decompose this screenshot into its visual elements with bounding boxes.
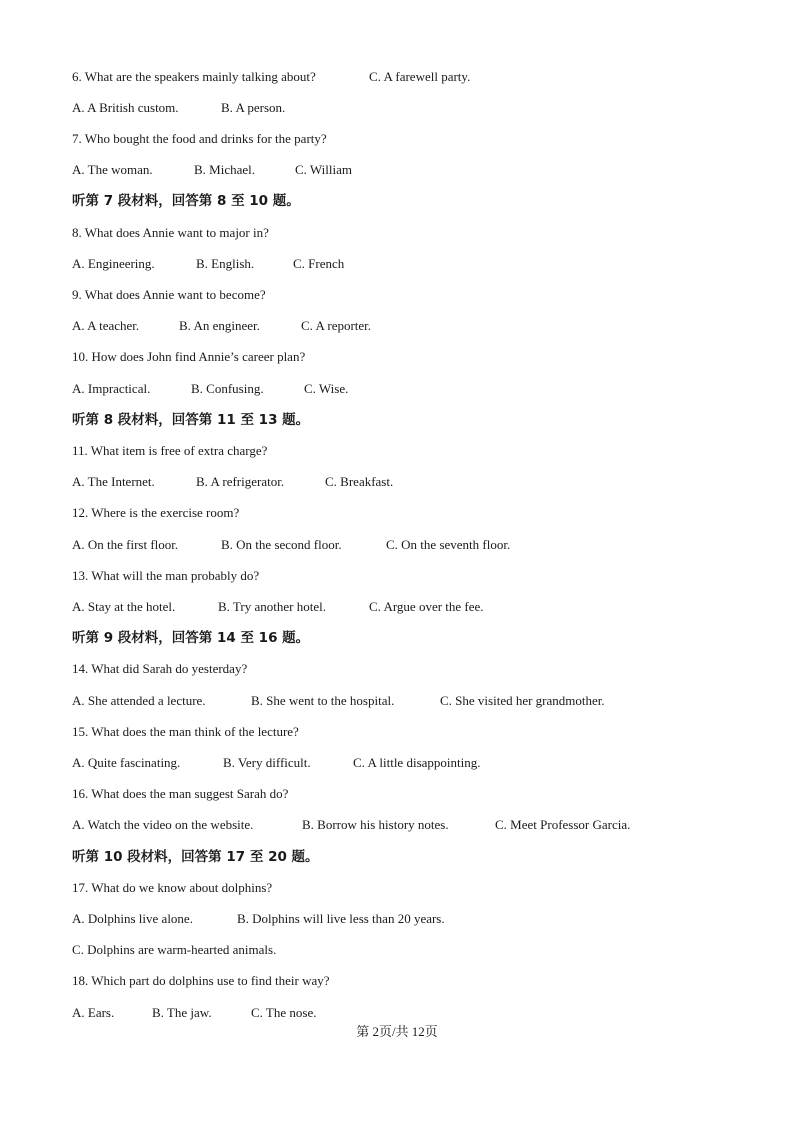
- option-a: A. Dolphins live alone.: [72, 911, 193, 926]
- question-text: 13. What will the man probably do?: [72, 568, 260, 583]
- question-text: 16. What does the man suggest Sarah do?: [72, 786, 289, 801]
- option-c: C. She visited her grandmother.: [440, 693, 605, 708]
- option-a: A. Watch the video on the website.: [72, 817, 254, 832]
- question-text: 7. Who bought the food and drinks for the party?: [72, 131, 327, 146]
- option-b: B. She went to the hospital.: [251, 693, 395, 708]
- option-c: C. Meet Professor Garcia.: [495, 817, 631, 832]
- question-13: [72, 566, 259, 586]
- question-15: [72, 722, 299, 742]
- question-text: 18. Which part do dolphins use to find their way?: [72, 973, 330, 988]
- question-text: 17. What do we know about dolphins?: [72, 880, 273, 895]
- question-17: [72, 878, 272, 898]
- option-c: C. A little disappointing.: [353, 755, 481, 770]
- option-c: C. Argue over the fee.: [369, 599, 484, 614]
- option-a: A. The woman.: [72, 162, 153, 177]
- question-text: 6. What are the speakers mainly talking about?: [72, 69, 316, 84]
- question-text: 10. How does John find Annie’s career plan?: [72, 349, 306, 364]
- section-heading-8: 听第 8 段材料，回答第 11 至 13 题。: [72, 412, 310, 428]
- option-b: B. English.: [196, 256, 255, 271]
- option-a: A. On the first floor.: [72, 537, 179, 552]
- question-8: [72, 223, 269, 243]
- question-10: [72, 347, 305, 367]
- option-a: A. A British custom.: [72, 100, 179, 115]
- question-7: [72, 129, 327, 149]
- page-number: 第 2页/共 12页: [356, 1024, 438, 1039]
- question-18: [72, 971, 330, 991]
- option-b: B. A refrigerator.: [196, 474, 285, 489]
- option-c: C. A farewell party.: [369, 69, 471, 84]
- option-c: C. Breakfast.: [325, 474, 394, 489]
- option-c: C. William: [295, 162, 353, 177]
- option-a: A. Quite fascinating.: [72, 755, 181, 770]
- option-b: B. Very difficult.: [223, 755, 311, 770]
- question-16: [72, 784, 288, 804]
- option-b: B. Confusing.: [191, 381, 264, 396]
- question-text: 15. What does the man think of the lecture?: [72, 724, 299, 739]
- section-heading-7: 听第 7 段材料，回答第 8 至 10 题。: [72, 193, 300, 209]
- question-text: 9. What does Annie want to become?: [72, 287, 266, 302]
- option-b: B. Try another hotel.: [218, 599, 326, 614]
- option-c: C. On the seventh floor.: [386, 537, 511, 552]
- option-b: B. An engineer.: [179, 318, 260, 333]
- question-6: [72, 67, 471, 87]
- option-b: B. Michael.: [194, 162, 256, 177]
- option-b: B. On the second floor.: [221, 537, 342, 552]
- option-a: A. A teacher.: [72, 318, 140, 333]
- question-text: 11. What item is free of extra charge?: [72, 443, 268, 458]
- option-a: A. Engineering.: [72, 256, 155, 271]
- option-c: C. Wise.: [304, 381, 349, 396]
- option-a: A. Stay at the hotel.: [72, 599, 176, 614]
- question-14: [72, 659, 247, 679]
- question-text: 8. What does Annie want to major in?: [72, 225, 269, 240]
- option-b: B. The jaw.: [152, 1005, 212, 1020]
- section-heading-10: 听第 10 段材料，回答第 17 至 20 题。: [72, 849, 319, 865]
- option-c: C. Dolphins are warm-hearted animals.: [72, 942, 277, 957]
- question-9: [72, 285, 266, 305]
- option-a: A. She attended a lecture.: [72, 693, 206, 708]
- question-11: [72, 441, 267, 461]
- option-c: C. French: [293, 256, 345, 271]
- option-a: A. The Internet.: [72, 474, 155, 489]
- option-a: A. Ears.: [72, 1005, 115, 1020]
- option-c: C. The nose.: [251, 1005, 317, 1020]
- option-c: C. A reporter.: [301, 318, 372, 333]
- option-b: B. A person.: [221, 100, 286, 115]
- option-b: B. Dolphins will live less than 20 years.: [237, 911, 445, 926]
- question-text: 14. What did Sarah do yesterday?: [72, 661, 248, 676]
- option-b: B. Borrow his history notes.: [302, 817, 449, 832]
- question-text: 12. Where is the exercise room?: [72, 505, 240, 520]
- question-12: [72, 503, 239, 523]
- section-heading-9: 听第 9 段材料，回答第 14 至 16 题。: [72, 630, 310, 646]
- option-a: A. Impractical.: [72, 381, 151, 396]
